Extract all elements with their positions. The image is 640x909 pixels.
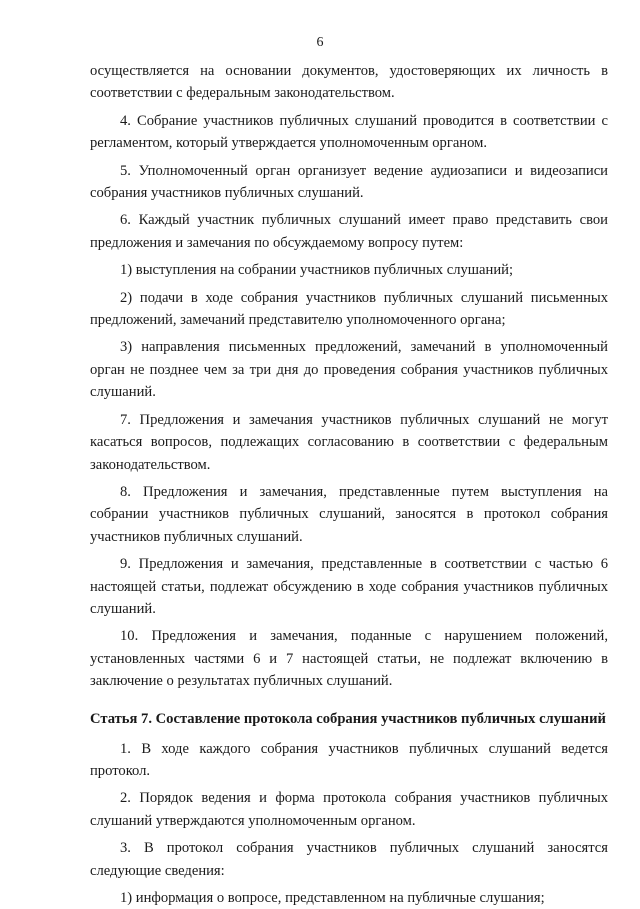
paragraph: 8. Предложения и замечания, представленные путем выступления на собрании участников публичных слушаний, заносятся в протокол собрания участников публичных слушаний.: [90, 483, 608, 545]
paragraph: 7. Предложения и замечания участников публичных слушаний не могут касаться вопросов, подлежащих согласованию в соответствии с федеральным законодательством.: [90, 411, 608, 473]
list-item: 2) подачи в ходе собрания участников публичных слушаний письменных предложений, замечаний представителю уполномоченного органа;: [90, 289, 608, 329]
paragraph: 2. Порядок ведения и форма протокола собрания участников публичных слушаний утверждаются уполномоченным органом.: [90, 790, 608, 829]
paragraph: осуществляется на основании документов, удостоверяющих их личность в соответствии с федеральным законодательством.: [90, 63, 608, 102]
paragraph: 6. Каждый участник публичных слушаний имеет право представить свои предложения и замечания по обсуждаемому вопросу путем:: [90, 212, 608, 251]
paragraph: 5. Уполномоченный орган организует ведение аудиозаписи и видеозаписи собрания участников публичных слушаний.: [90, 162, 608, 202]
paragraph: 3. В протокол собрания участников публичных слушаний заносятся следующие сведения:: [90, 840, 608, 879]
article-heading: Статья 7. Составление протокола собрания участников публичных слушаний: [90, 710, 606, 727]
list-item: 3) направления письменных предложений, замечаний в уполномоченный орган не позднее чем за три дня до проведения собрания участников публичных слушаний.: [90, 339, 608, 401]
paragraph: 10. Предложения и замечания, поданные с нарушением положений, установленных частями 6 и 7 настоящей статьи, не подлежат включению в заключение о результатах публичных слушаний.: [90, 628, 608, 690]
paragraph: 9. Предложения и замечания, представленные в соответствии с частью 6 настоящей статьи, подлежат обсуждению в ходе собрания участников публичных слушаний.: [90, 556, 608, 617]
paragraph: 1. В ходе каждого собрания участников публичных слушаний ведется протокол.: [90, 740, 608, 779]
paragraph: 4. Собрание участников публичных слушаний проводится в соответствии с регламентом, который утверждается уполномоченным органом.: [90, 112, 608, 152]
list-item: 1) информация о вопросе, представленном на публичные слушания;: [120, 890, 545, 906]
document-body: [90, 60, 608, 909]
page-number: 6: [316, 35, 324, 50]
list-item: 1) выступления на собрании участников публичных слушаний;: [120, 262, 513, 279]
